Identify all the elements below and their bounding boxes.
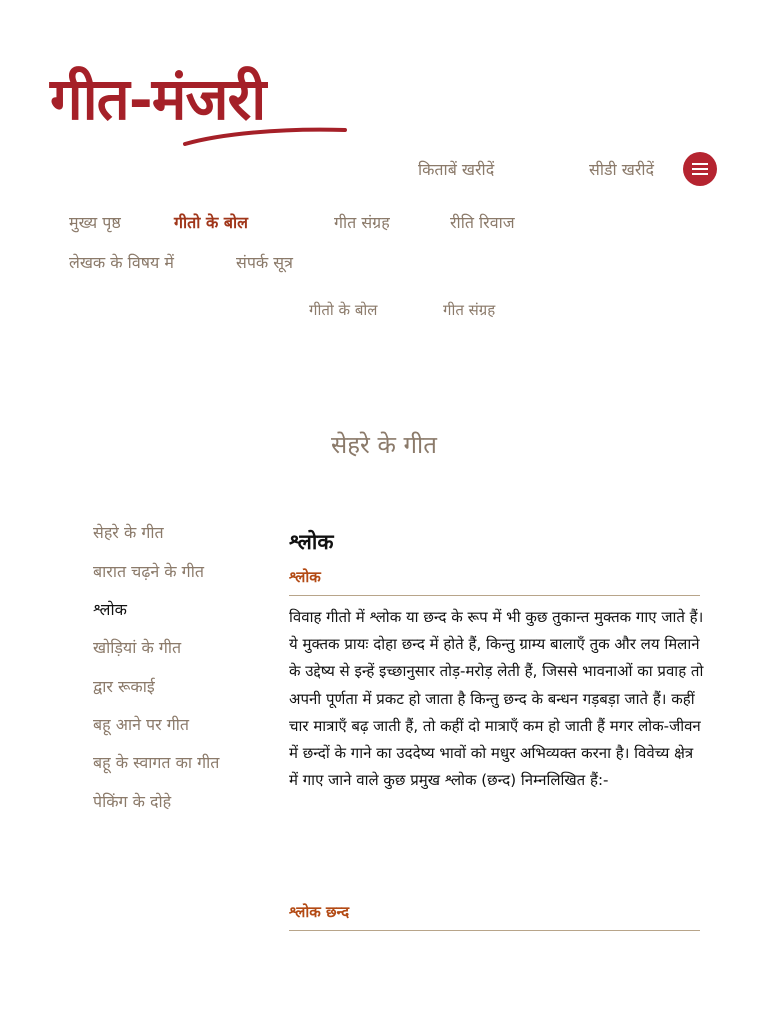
- sidebar-item[interactable]: पेकिंग के दोहे: [93, 792, 172, 811]
- section-heading-2: श्लोक छन्द: [289, 902, 700, 931]
- nav-contact[interactable]: संपर्क सूत्र: [236, 253, 293, 272]
- hamburger-icon: [692, 162, 708, 177]
- sidebar-item[interactable]: बारात चढ़ने के गीत: [93, 562, 204, 581]
- sidebar-item[interactable]: बहू के स्वागत का गीत: [93, 753, 220, 772]
- sidebar-item[interactable]: खोड़ियां के गीत: [93, 638, 182, 657]
- content-title: श्लोक: [289, 530, 334, 554]
- logo-swash: [180, 120, 350, 150]
- page-title: सेहरे के गीत: [331, 431, 437, 459]
- subnav-lyrics[interactable]: गीतो के बोल: [309, 301, 378, 319]
- sidebar-item[interactable]: सेहरे के गीत: [93, 523, 164, 542]
- menu-button[interactable]: [683, 152, 717, 186]
- nav-about-author[interactable]: लेखक के विषय में: [69, 253, 174, 272]
- nav-lyrics[interactable]: गीतो के बोल: [174, 213, 248, 232]
- nav-collection[interactable]: गीत संग्रह: [334, 213, 390, 232]
- sidebar-item[interactable]: द्वार रूकाई: [93, 677, 155, 696]
- nav-customs[interactable]: रीति रिवाज: [450, 213, 515, 232]
- buy-books-link[interactable]: किताबें खरीदें: [418, 160, 495, 179]
- logo-text: गीत-मंजरी: [50, 65, 266, 133]
- section-heading: श्लोक: [289, 567, 700, 596]
- site-logo[interactable]: [50, 62, 300, 152]
- sidebar-item-current[interactable]: श्लोक: [93, 600, 127, 619]
- nav-home[interactable]: मुख्य पृष्ठ: [69, 213, 121, 232]
- buy-cd-link[interactable]: सीडी खरीदें: [589, 160, 655, 179]
- sidebar-item[interactable]: बहू आने पर गीत: [93, 715, 190, 734]
- body-paragraph: विवाह गीतो में श्लोक या छन्द के रूप में भी कुछ तुकान्त मुक्तक गाए जाते हैं। ये मुक्तक प्रायः दोहा छन्द में होते हैं, किन्तु ग्राम्य बालाएँ तुक और लय मिलाने के उद्देष्य से इन्हें इच्छानुसार तोड़-मरोड़ लेती हैं, जिससे भावनाओं का प्रवाह तो अपनी पूर्णता में प्रकट हो जाता है किन्तु छन्द के बन्धन गड़बड़ा जाते हैं। कहीं चार मात्राएँ बढ़ जाती हैं, तो कहीं दो मात्राएँ कम हो जाती हैं मगर लोक-जीवन में छन्दों के गाने का उददेष्य भावों को मधुर अभिव्यक्त करना है। विवेच्य क्षेत्र में गाए जाने वाले कुछ प्रमुख श्लोक (छन्द) निम्नलिखित हैं:-: [289, 608, 704, 790]
- subnav-collection[interactable]: गीत संग्रह: [443, 301, 496, 319]
